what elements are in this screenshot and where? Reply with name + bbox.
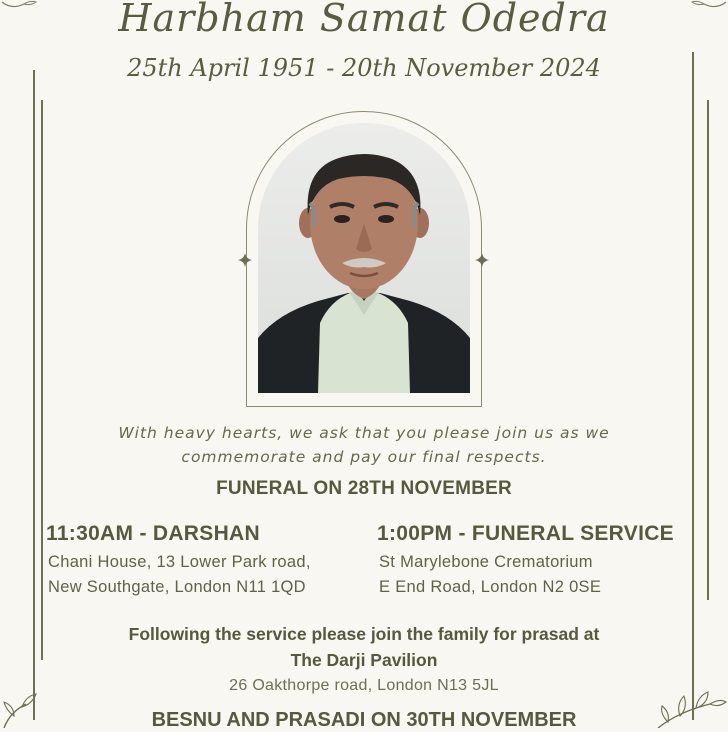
service-address-line-2: E End Road, London N2 0SE: [379, 578, 602, 596]
service-time: 1:00PM - FUNERAL SERVICE: [377, 522, 674, 545]
sparkle-right-icon: [475, 253, 489, 267]
frame-line-right-outer: [692, 52, 694, 720]
prasad-venue: The Darji Pavilion: [290, 650, 438, 670]
service-address-line-1: St Marylebone Crematorium: [379, 553, 593, 571]
prasad-invitation: Following the service please join the family for prasad at: [128, 624, 600, 644]
prasad-address: 26 Oakthorpe road, London N13 5JL: [229, 677, 499, 694]
floral-bottom-right-icon: [650, 690, 728, 728]
sparkle-left-icon: [238, 253, 252, 267]
frame-line-left-outer: [33, 70, 35, 720]
deceased-name: Harbham Samat Odedra: [118, 0, 610, 40]
message-line-1: With heavy hearts, we ask that you please join us as we: [118, 424, 610, 442]
frame-line-right-inner: [707, 100, 709, 600]
life-dates: 25th April 1951 - 20th November 2024: [127, 54, 601, 82]
darshan-address-line-2: New Southgate, London N11 1QD: [48, 578, 306, 596]
message-line-2: commemorate and pay our final respects.: [181, 448, 547, 466]
darshan-time: 11:30AM - DARSHAN: [46, 522, 260, 545]
besnu-heading: BESNU AND PRASADI ON 30TH NOVEMBER: [151, 709, 577, 731]
floral-bottom-left-icon: [0, 692, 44, 728]
darshan-address-line-1: Chani House, 13 Lower Park road,: [48, 553, 311, 571]
portrait-photo: [258, 123, 470, 393]
frame-line-left-inner: [41, 100, 43, 660]
portrait-illustration-icon: [258, 123, 470, 393]
funeral-date-heading: FUNERAL ON 28TH NOVEMBER: [216, 478, 512, 499]
